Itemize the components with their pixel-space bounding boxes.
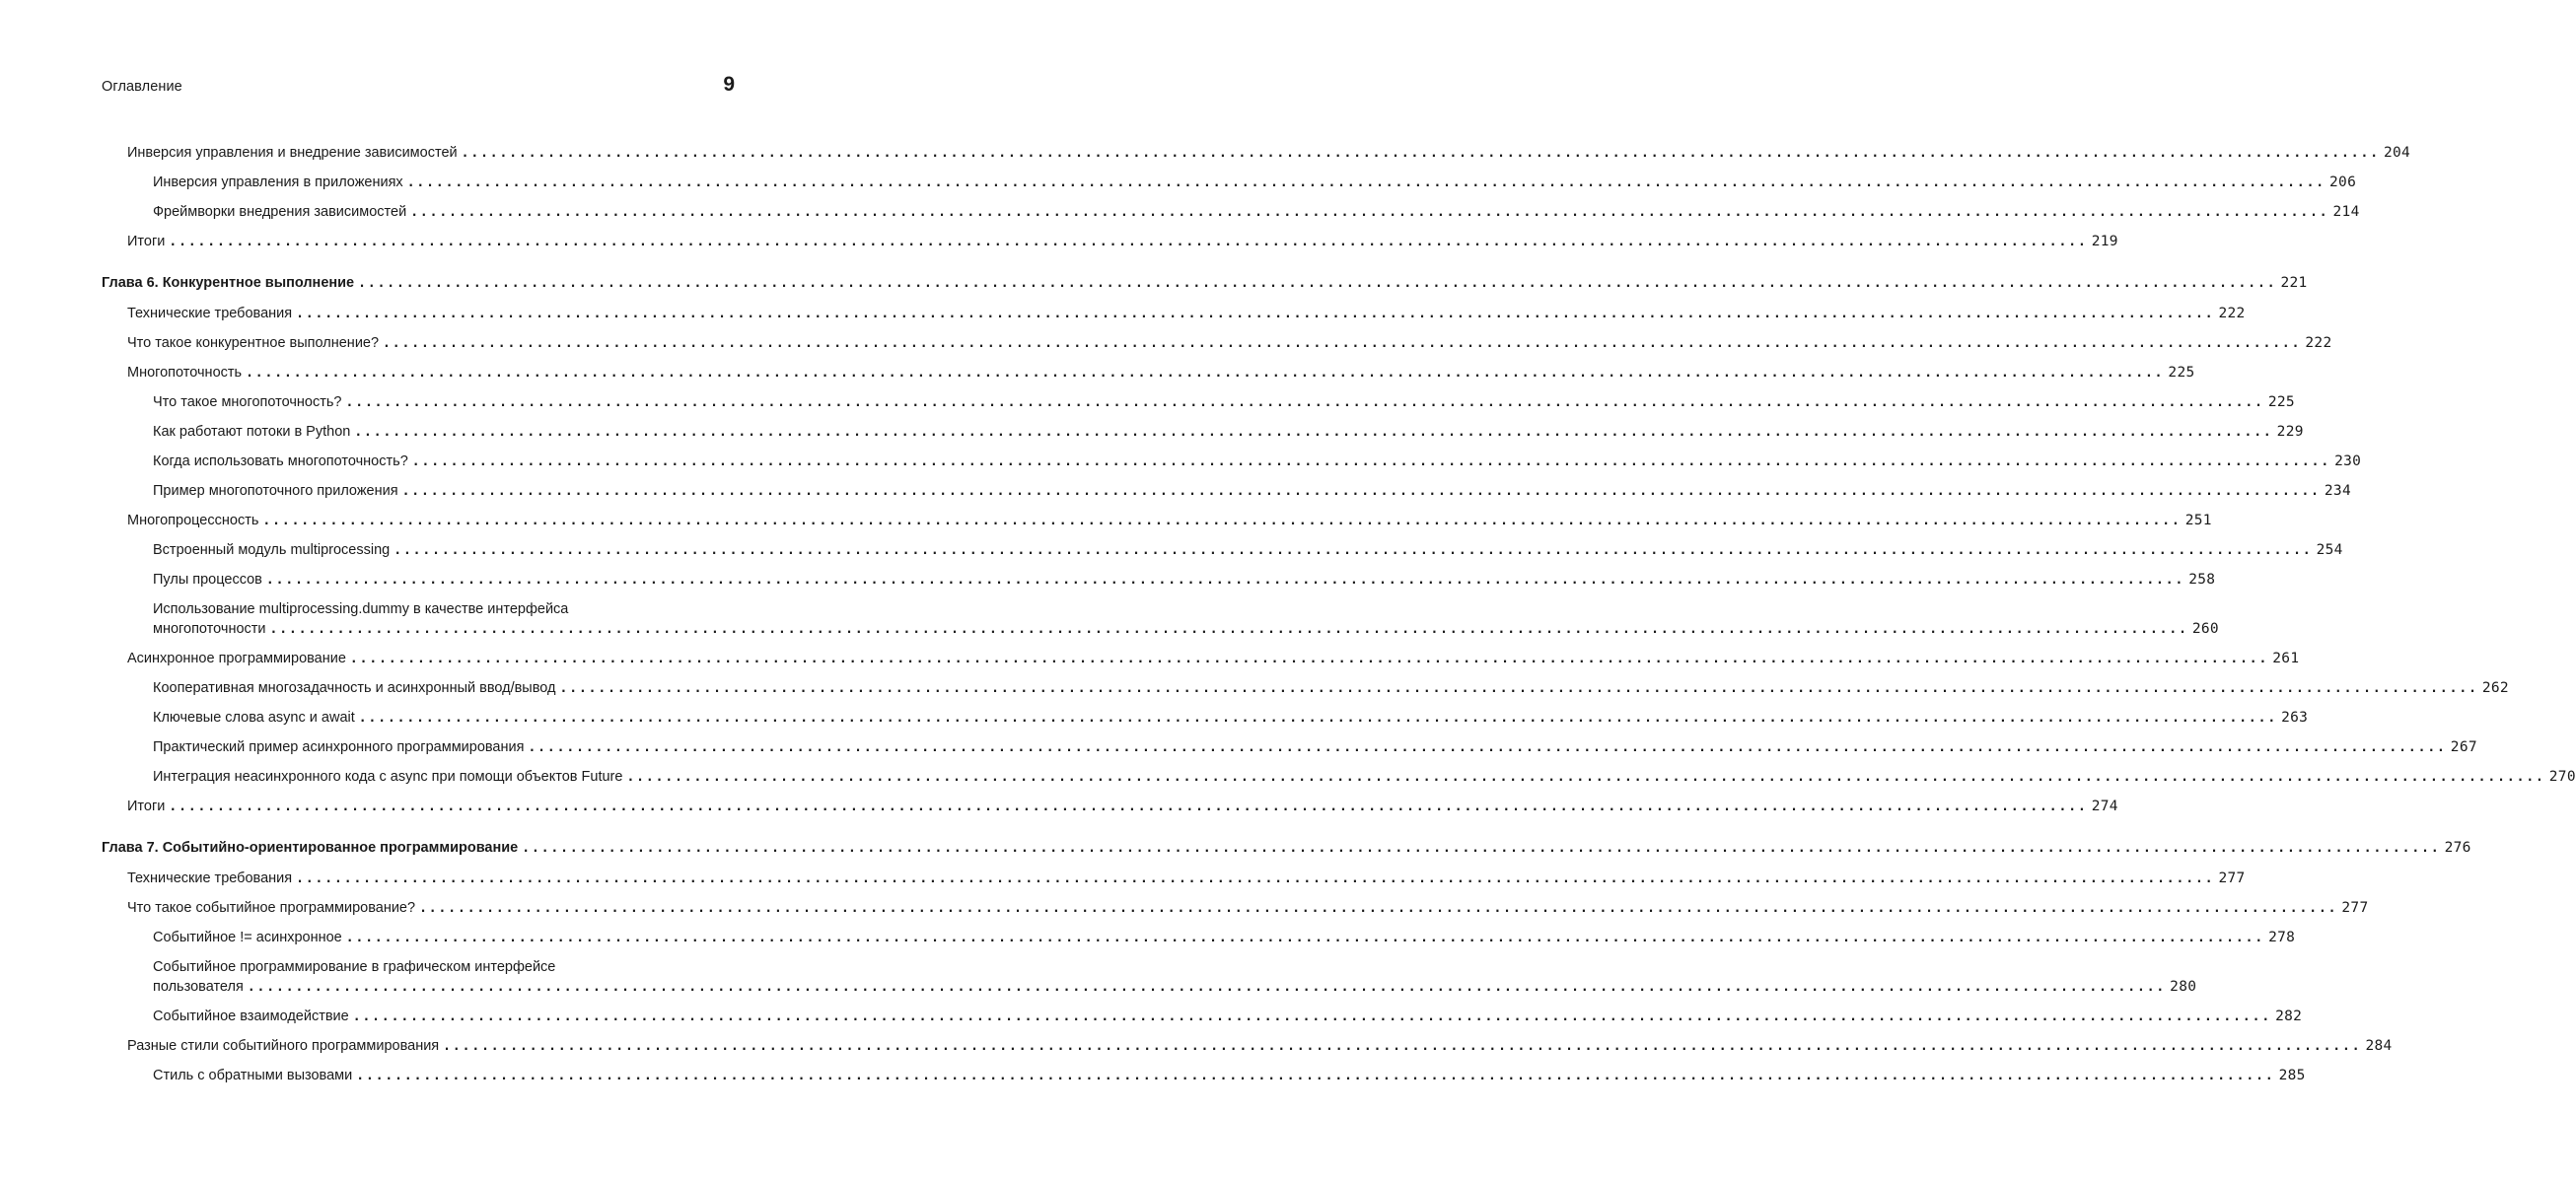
toc-entry-page: 254 xyxy=(2316,542,2343,558)
toc-entry-title-first-line: Событийное программирование в графическом интерфейсе xyxy=(153,959,556,975)
dot-leader: ........................................................................................................................................................................................................ xyxy=(394,543,2313,558)
toc-entry-title: Стиль с обратными вызовами xyxy=(153,1068,353,1083)
dot-leader: ........................................................................................................................................................................................................ xyxy=(247,980,2167,995)
toc-entry-page: 270 xyxy=(2548,769,2576,785)
dot-leader: ........................................................................................................................................................................................................ xyxy=(269,622,2188,637)
toc-entry-page: 251 xyxy=(2184,513,2212,528)
toc-entry-title: многопоточности xyxy=(153,621,266,637)
toc-subsection-entry[interactable] xyxy=(0,1007,2303,1027)
toc-entry-title: Что такое событийное программирование? xyxy=(127,900,416,916)
toc-entry-title: Что такое конкурентное выполнение? xyxy=(127,335,380,351)
toc-entry-title: Многопроцессность xyxy=(127,513,259,528)
dot-leader: ........................................................................................................................................................................................................ xyxy=(401,484,2321,499)
toc-entry-page: 282 xyxy=(2275,1009,2303,1024)
toc-entry-page: 284 xyxy=(2365,1038,2393,1054)
toc-section-entry[interactable] xyxy=(0,363,2195,383)
toc-entry-title: пользователя xyxy=(153,979,244,995)
toc-entry-page: 276 xyxy=(2444,840,2471,856)
toc-section-entry[interactable] xyxy=(0,143,2411,164)
toc-subsection-entry[interactable] xyxy=(0,481,2351,502)
dot-leader: ........................................................................................................................................................................................................ xyxy=(443,1039,2362,1054)
toc-entry-page: 222 xyxy=(2305,335,2332,351)
toc-entry-title: Итоги xyxy=(127,799,166,814)
toc-entry-title: Итоги xyxy=(127,234,166,249)
toc-entry-title: Глава 6. Конкурентное выполнение xyxy=(102,275,355,291)
toc-entry-title: Событийное взаимодействие xyxy=(153,1009,349,1024)
toc-entry-page: 260 xyxy=(2191,621,2219,637)
toc-entry-page: 204 xyxy=(2383,145,2411,161)
toc-entry-title: Интеграция неасинхронного кода с async при помощи объектов Future xyxy=(153,769,623,785)
toc-entry-page: 214 xyxy=(2332,204,2360,220)
dot-leader: ........................................................................................................................................................................................................ xyxy=(406,175,2326,190)
toc-entry-page: 225 xyxy=(2267,394,2295,410)
toc-entry-page: 229 xyxy=(2276,424,2304,440)
toc-section-entry[interactable] xyxy=(0,1036,2393,1057)
toc-entry-title: Событийное != асинхронное xyxy=(153,930,342,945)
toc-entry-title-first-line: Использование multiprocessing.dummy в качестве интерфейса xyxy=(153,601,569,617)
page-number: 9 xyxy=(723,73,735,96)
toc-entry-page: 278 xyxy=(2268,930,2296,945)
toc-subsection-entry[interactable] xyxy=(0,202,2360,223)
toc-entry-title: Пулы процессов xyxy=(153,572,262,588)
toc-entry-title: Ключевые слова async и await xyxy=(153,710,355,726)
dot-leader: ........................................................................................................................................................................................................ xyxy=(410,205,2329,220)
dot-leader: ........................................................................................................................................................................................................ xyxy=(169,800,2088,814)
toc-entry-title: Что такое многопоточность? xyxy=(153,394,342,410)
dot-leader: ........................................................................................................................................................................................................ xyxy=(626,770,2545,785)
toc-section-entry[interactable] xyxy=(0,304,2246,324)
toc-entry-title: Фреймворки внедрения зависимостей xyxy=(153,204,407,220)
toc-section-entry[interactable] xyxy=(0,898,2369,919)
dot-leader: ........................................................................................................................................................................................................ xyxy=(345,395,2264,410)
toc-section-entry[interactable] xyxy=(0,797,2118,817)
dot-leader: ........................................................................................................................................................................................................ xyxy=(461,146,2380,161)
toc-entry-page: 219 xyxy=(2091,234,2118,249)
toc-entry-page: 285 xyxy=(2278,1068,2306,1083)
toc-entry-page: 225 xyxy=(2168,365,2195,381)
toc-section-entry[interactable] xyxy=(0,869,2246,889)
toc-entry-title: Разные стили событийного программирования xyxy=(127,1038,440,1054)
dot-leader: ........................................................................................................................................................................................................ xyxy=(349,652,2269,666)
toc-entry-title: Инверсия управления и внедрение зависимостей xyxy=(127,145,458,161)
dot-leader: ........................................................................................................................................................................................................ xyxy=(383,336,2302,351)
dot-leader: ........................................................................................................................................................................................................ xyxy=(265,573,2185,588)
toc-entry-page: 258 xyxy=(2188,572,2216,588)
toc-entry-title: Как работают потоки в Python xyxy=(153,424,351,440)
toc-entry-page: 274 xyxy=(2091,799,2118,814)
toc-subsection-entry[interactable] xyxy=(0,767,2576,788)
dot-leader: ........................................................................................................................................................................................................ xyxy=(352,1009,2272,1024)
toc-entry-title: Технические требования xyxy=(127,870,293,886)
toc-subsection-entry[interactable] xyxy=(0,678,2509,699)
toc-subsection-entry[interactable] xyxy=(0,570,2216,591)
toc-entry-page: 277 xyxy=(2341,900,2369,916)
toc-subsection-entry[interactable] xyxy=(0,708,2309,729)
dot-leader: ........................................................................................................................................................................................................ xyxy=(296,871,2215,886)
toc-chapter-entry[interactable] xyxy=(0,273,2308,294)
dot-leader: ........................................................................................................................................................................................................ xyxy=(522,841,2441,856)
toc-subsection-entry[interactable] xyxy=(0,1066,2306,1086)
toc-entry-page: 267 xyxy=(2450,739,2477,755)
dot-leader: ........................................................................................................................................................................................................ xyxy=(358,276,2277,291)
dot-leader: ........................................................................................................................................................................................................ xyxy=(345,931,2265,945)
toc-entry-page: 262 xyxy=(2481,680,2509,696)
toc-section-entry[interactable] xyxy=(0,232,2118,252)
toc-section-entry[interactable] xyxy=(0,511,2212,531)
toc-entry-title: Когда использовать многопоточность? xyxy=(153,453,408,469)
toc-entry-page: 277 xyxy=(2218,870,2246,886)
toc-entry-title: Кооперативная многозадачность и асинхронный ввод/вывод xyxy=(153,680,556,696)
toc-entry-page: 206 xyxy=(2329,174,2357,190)
dot-leader: ........................................................................................................................................................................................................ xyxy=(411,454,2331,469)
dot-leader: ........................................................................................................................................................................................................ xyxy=(358,711,2278,726)
toc-entry-page: 234 xyxy=(2324,483,2351,499)
dot-leader: ........................................................................................................................................................................................................ xyxy=(354,425,2273,440)
toc-subsection-entry[interactable] xyxy=(0,737,2477,758)
toc-section-entry[interactable] xyxy=(0,333,2332,354)
toc-entry-page: 280 xyxy=(2170,979,2197,995)
toc-subsection-entry[interactable] xyxy=(0,392,2295,413)
toc-subsection-entry[interactable] xyxy=(0,173,2357,193)
toc-subsection-entry[interactable] xyxy=(0,957,2197,998)
toc-entry-title: Встроенный модуль multiprocessing xyxy=(153,542,391,558)
toc-section-entry[interactable] xyxy=(0,649,2300,669)
dot-leader: ........................................................................................................................................................................................................ xyxy=(559,681,2478,696)
dot-leader: ........................................................................................................................................................................................................ xyxy=(528,740,2447,755)
toc-entry-title: Асинхронное программирование xyxy=(127,651,346,666)
toc-entry-page: 230 xyxy=(2334,453,2362,469)
toc-subsection-entry[interactable] xyxy=(0,422,2304,443)
toc-subsection-entry[interactable] xyxy=(0,599,2219,640)
toc-subsection-entry[interactable] xyxy=(0,540,2343,561)
toc-entry-page: 222 xyxy=(2218,306,2246,321)
dot-leader: ........................................................................................................................................................................................................ xyxy=(296,307,2215,321)
dot-leader: ........................................................................................................................................................................................................ xyxy=(419,901,2338,916)
running-title: Оглавление xyxy=(102,79,182,95)
toc-entry-title: Пример многопоточного приложения xyxy=(153,483,398,499)
toc-entry-title: Глава 7. Событийно-ориентированное программирование xyxy=(102,840,519,856)
dot-leader: ........................................................................................................................................................................................................ xyxy=(356,1069,2275,1083)
toc-subsection-entry[interactable] xyxy=(0,452,2362,472)
toc-chapter-entry[interactable] xyxy=(0,838,2471,859)
toc-subsection-entry[interactable] xyxy=(0,928,2296,948)
toc-entry-page: 261 xyxy=(2272,651,2300,666)
table-of-contents xyxy=(0,143,2576,1086)
toc-entry-page: 263 xyxy=(2281,710,2309,726)
toc-entry-title: Многопоточность xyxy=(127,365,243,381)
toc-entry-title: Практический пример асинхронного программирования xyxy=(153,739,525,755)
toc-entry-title: Инверсия управления в приложениях xyxy=(153,174,403,190)
toc-entry-page: 221 xyxy=(2280,275,2308,291)
toc-entry-title: Технические требования xyxy=(127,306,293,321)
dot-leader: ........................................................................................................................................................................................................ xyxy=(262,514,2182,528)
dot-leader: ........................................................................................................................................................................................................ xyxy=(169,235,2088,249)
dot-leader: ........................................................................................................................................................................................................ xyxy=(246,366,2165,381)
